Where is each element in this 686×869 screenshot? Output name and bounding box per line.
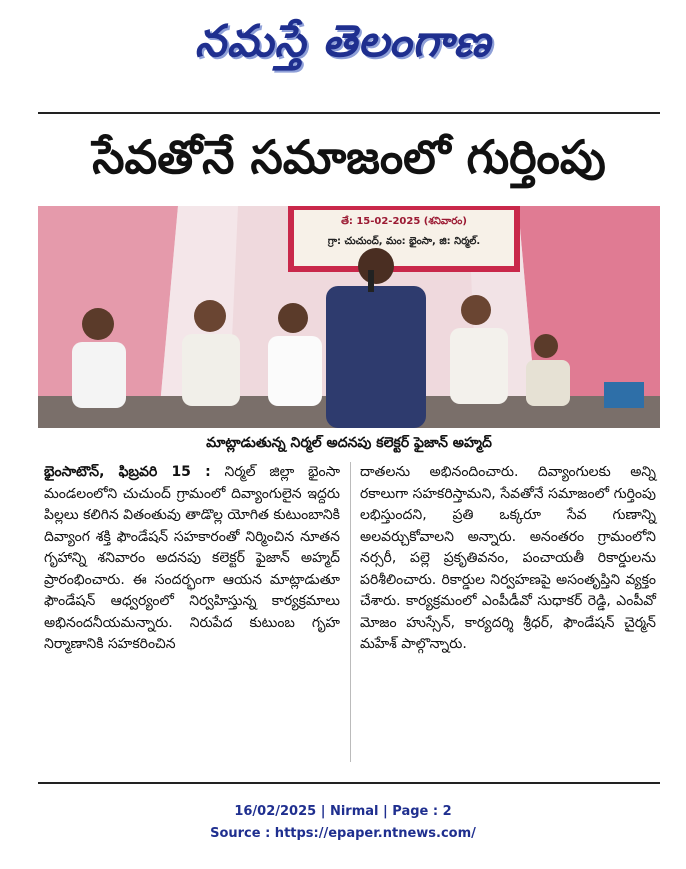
photo-caption: మాట్లాడుతున్న నిర్మల్ అదనపు కలెక్టర్ ఫైజాన్ అహ్మద్ [206,435,492,451]
bottom-rule [38,782,660,784]
right-column-text: దాతలను అభినందించారు. దివ్యాంగులకు అన్ని రకాలుగా సహకరిస్తామని, సేవతోనే సమాజంలో గుర్తింపు లభిస్తుందని, ప్రతి ఒక్కరూ సేవ గుణాన్ని అలవర్చుకోవాలని అన్నారు. అనంతరం గ్రామంలోని నర్సరీ, పల్లె ప్రకృతివనం, పంచాయతీ రికార్డులను పరిశీలించారు. రికార్డుల నిర్వహణపై అసంతృప్తిని వ్యక్తం చేశారు. కార్యక్రమంలో ఎంపీడీవో సుధాకర్ రెడ్డి, ఎంపీవో మోజం హుస్సేన్, కార్యదర్శి శ్రీధర్, ఫౌండేషన్ చైర్మన్ మహేశ్ పాల్గొన్నారు. [360,464,656,652]
column-divider [350,462,351,762]
photo-banner-line2: గ్రా: చుచుంద్, మం: భైంసా, జి: నిర్మల్. [327,236,481,247]
footer-edition-line: 16/02/2025 | Nirmal | Page : 2 [234,804,452,819]
article-headline: సేవతోనే సమాజంలో గుర్తింపు [92,130,606,184]
masthead [0,6,686,78]
article-column-left [44,462,340,772]
article-photo [38,206,660,428]
left-column-text: నిర్మల్ జిల్లా భైంసా మండలంలోని చుచుంద్ గ్రామంలో దివ్యాంగులైన ఇద్దరు పిల్లలు కలిగిన వితంతువు తాడొల్ల యోగిత కుటుంబానికి దివ్యాంగ శక్తి ఫౌండేషన్ సహకారంతో నిర్మించిన నూతన గృహాన్ని శనివారం అదనపు కలెక్టర్ ఫైజాన్ అహ్మద్ ప్రారంభించారు. ఈ సందర్భంగా ఆయన మాట్లాడుతూ ఫౌండేషన్ ఆధ్వర్యంలో నిర్వహిస్తున్న కార్యక్రమాలు అభినందనీయమన్నారు. నిరుపేద కుటుంబ గృహ నిర్మాణానికి సహకరించిన [44,464,340,652]
article-column-right [360,462,656,772]
photo-banner-line1: తే: 15-02-2025 (శనివారం) [341,216,467,227]
footer-source-line: Source : https://epaper.ntnews.com/ [210,826,476,841]
dateline: భైంసాటౌన్, ఫిబ్రవరి 15 : [44,464,211,480]
top-rule [38,112,660,114]
masthead-title: నమస్తే తెలంగాణ [194,16,492,67]
